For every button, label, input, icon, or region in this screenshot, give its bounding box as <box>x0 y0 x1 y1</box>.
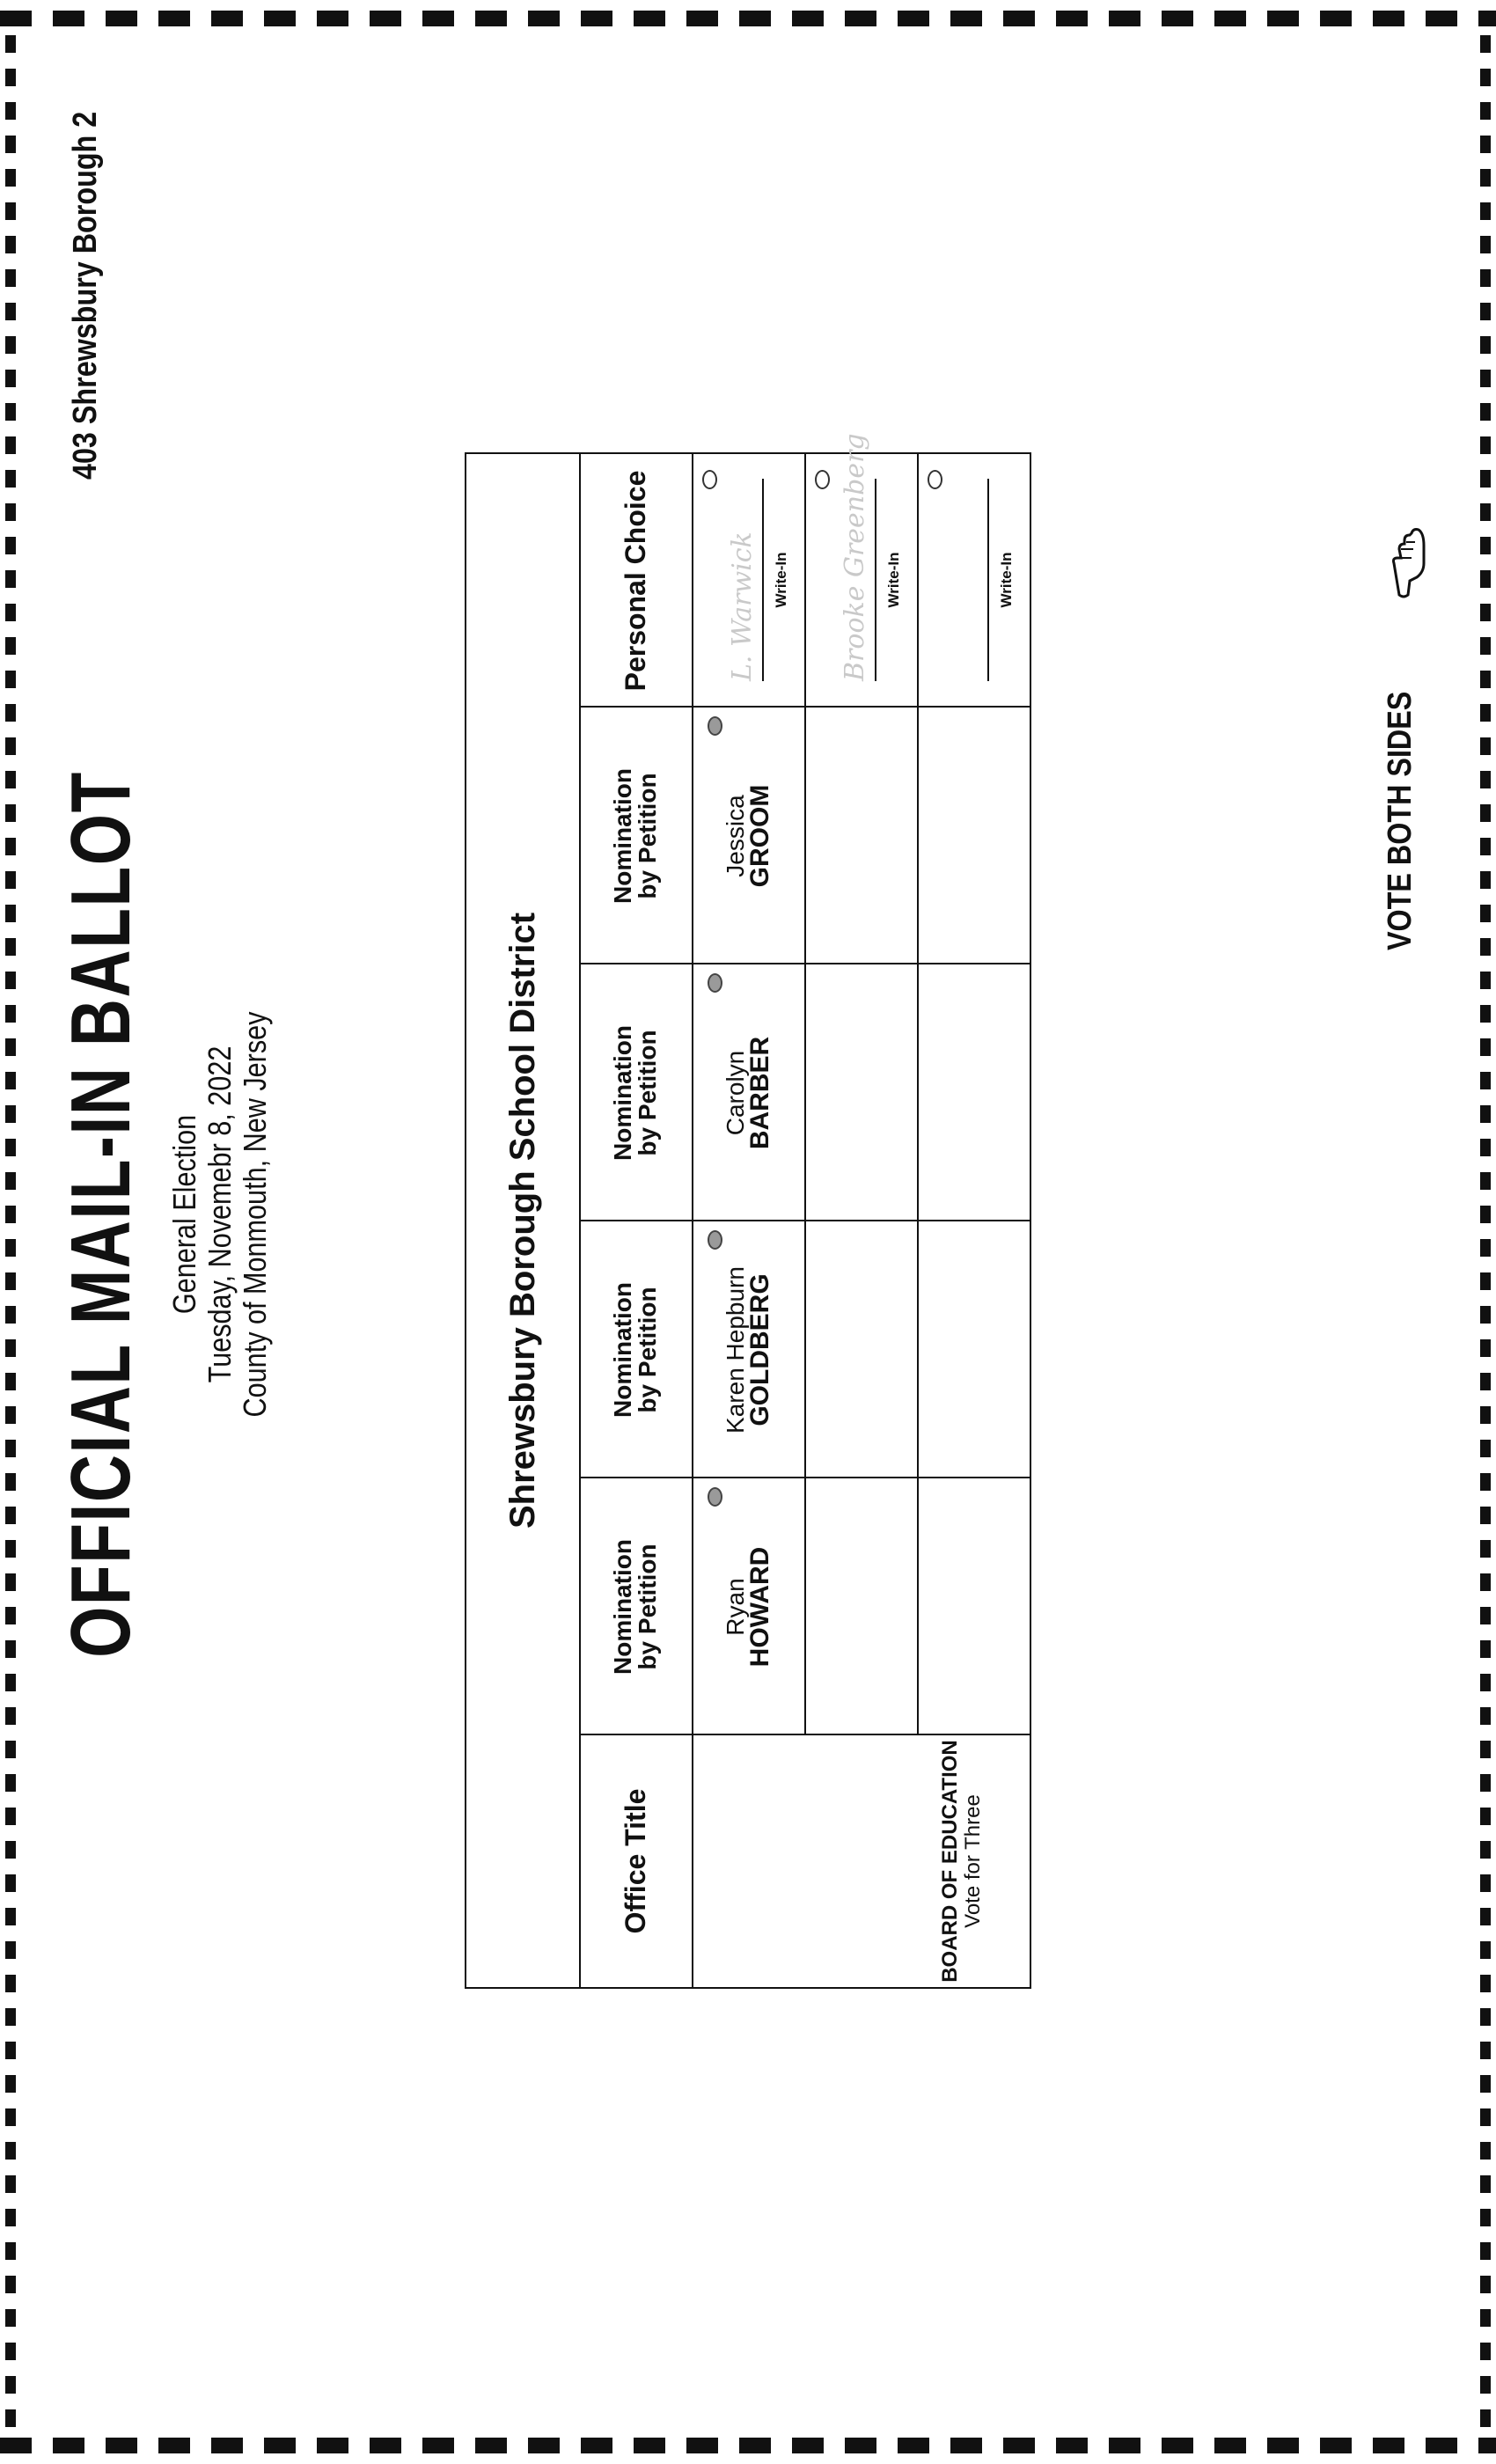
vote-oval-howard[interactable] <box>708 1487 722 1507</box>
nomination-header-3: Nomination by Petition <box>609 1025 661 1161</box>
write-in-oval-2[interactable] <box>815 470 830 489</box>
candidate-goldberg[interactable] <box>692 1221 804 1478</box>
candidate-last-name: HOWARD <box>745 1546 774 1668</box>
office-title-header: Office Title <box>620 1788 651 1934</box>
vote-oval-groom[interactable] <box>708 716 722 736</box>
write-in-label-1: Write-In <box>773 552 789 608</box>
candidate-barber[interactable] <box>692 964 804 1221</box>
pointing-hand-icon <box>1373 519 1426 598</box>
candidate-groom[interactable] <box>692 708 804 964</box>
write-in-label-3: Write-In <box>998 552 1015 608</box>
write-in-oval-3[interactable] <box>928 470 942 489</box>
write-in-label-2: Write-In <box>885 552 902 608</box>
district-code: 403 Shrewsbury Borough 2 <box>67 111 104 480</box>
office-name: BOARD OF EDUCATION <box>938 1740 962 1983</box>
write-in-handwriting-2: Brooke Greenberg <box>840 433 870 681</box>
vote-oval-goldberg[interactable] <box>708 1230 722 1250</box>
vote-instruction: Vote for Three <box>961 1794 985 1928</box>
write-in-3[interactable] <box>917 454 1030 708</box>
ballot-contest-table <box>465 433 1031 1989</box>
election-date: Tuesday, Novemebr 8, 2022 <box>202 1045 238 1383</box>
ballot-title: OFFICIAL MAIL-IN BALLOT <box>54 771 148 1658</box>
candidate-first-name: Carolyn <box>722 1050 749 1136</box>
county-name: County of Monmouth, New Jersey <box>237 1011 273 1418</box>
write-in-1[interactable] <box>692 454 804 708</box>
write-in-oval-1[interactable] <box>702 470 717 489</box>
personal-choice-header: Personal Choice <box>620 470 651 692</box>
district-title: Shrewsbury Borough School District <box>502 912 542 1529</box>
candidate-last-name: GOLDBERG <box>745 1273 774 1426</box>
candidate-first-name: Ryan <box>722 1578 749 1636</box>
write-in-handwriting-1: L. Warwick <box>727 532 758 681</box>
candidate-first-name: Jessica <box>722 795 749 877</box>
nomination-header-1: Nomination by Petition <box>609 1539 661 1675</box>
candidate-first-name: Karen Hepburn <box>722 1266 749 1434</box>
candidate-howard[interactable] <box>692 1478 804 1735</box>
write-in-2[interactable] <box>804 433 917 708</box>
candidate-last-name: BARBER <box>745 1036 774 1150</box>
nomination-header-2: Nomination by Petition <box>609 1282 661 1418</box>
candidate-last-name: GROOM <box>745 784 774 888</box>
vote-oval-barber[interactable] <box>708 973 722 993</box>
election-type: General Election <box>166 1114 202 1315</box>
nomination-header-4: Nomination by Petition <box>609 768 661 904</box>
vote-both-sides-note: VOTE BOTH SIDES <box>1382 691 1419 950</box>
office-title-cell <box>692 1735 1030 1987</box>
